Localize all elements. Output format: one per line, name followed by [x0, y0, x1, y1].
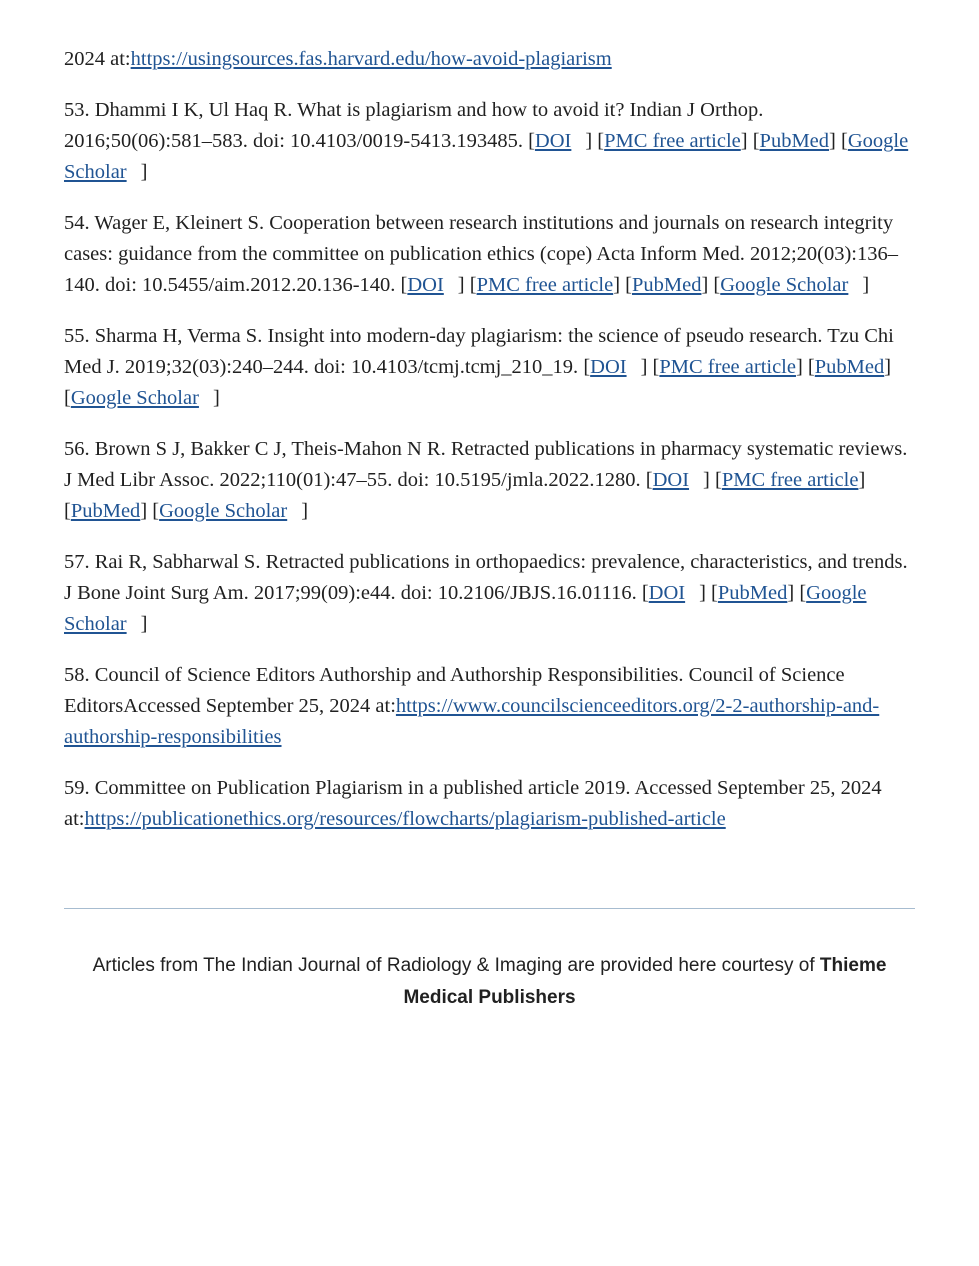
pubmed-link[interactable]: PubMed [631, 274, 702, 296]
google-scholar-link[interactable]: Google Scholar [64, 130, 909, 183]
reference-56: 56. Brown S J, Bakker C J, Theis-Mahon N R. Retracted publications in pharmacy systematic reviews. J Med Libr Assoc. 2022;110(01):47–55. doi: 10.5195/jmla.2022.1280. [DOI ] [PMC free article] [PubMed] [Google Scholar ] [64, 438, 908, 522]
reference-57: 57. Rai R, Sabharwal S. Retracted publications in orthopaedics: prevalence, characteristics, and trends. J Bone Joint Surg Am. 2017;99(09):e44. doi: 10.2106/JBJS.16.01116. [DOI ] [PubMed] [Google Scholar ] [64, 551, 908, 635]
pmc-free-article-link[interactable]: PMC free article [476, 274, 614, 296]
pubmed-link[interactable]: PubMed [717, 582, 788, 604]
reference-number: 54. [64, 212, 90, 234]
footer-text: Articles from The Indian Journal of Radiology & Imaging are provided here courtesy of [92, 955, 815, 976]
reference-text: 2024 at: [64, 48, 131, 70]
reference-54: 54. Wager E, Kleinert S. Cooperation between research institutions and journals on research integrity cases: guidance from the committee on publication ethics (cope) Acta Inform Med. 2012;20(03):136–140. doi: 10.5455/aim.2012.20.136-140. [DOI ] [PMC free article] [PubMed] [Google Scholar ] [64, 212, 898, 296]
doi-link[interactable]: DOI [407, 274, 444, 296]
reference-text: Committee on Publication Plagiarism in a published article 2019. Accessed September 25, 2024 at: [64, 777, 882, 830]
pubmed-link[interactable]: PubMed [759, 130, 830, 152]
pmc-free-article-link[interactable]: PMC free article [721, 469, 859, 491]
reference-text: Wager E, Kleinert S. Cooperation between research institutions and journals on research integrity cases: guidance from the committee on publication ethics (cope) Acta Inform Med. 2012;20(03):136–140. doi: 10.5455/aim.2012.20.136-140. [64, 212, 898, 296]
pubmed-link[interactable]: PubMed [70, 500, 141, 522]
reference-58 [64, 660, 915, 753]
reference-53: 53. Dhammi I K, Ul Haq R. What is plagiarism and how to avoid it? Indian J Orthop. 2016;50(06):581–583. doi: 10.4103/0019-5413.193485. [DOI ] [PMC free article] [PubMed] [Google Scholar ] [64, 99, 909, 183]
reference-number: 55. [64, 325, 90, 347]
reference-number: 58. [64, 664, 90, 686]
pmc-free-article-link[interactable]: PMC free article [659, 356, 796, 378]
reference-text: Dhammi I K, Ul Haq R. What is plagiarism and how to avoid it? Indian J Orthop. 2016;50(06):581–583. doi: 10.4103/0019-5413.193485. [64, 99, 764, 152]
doi-link[interactable]: DOI [652, 469, 690, 491]
google-scholar-link[interactable]: Google Scholar [720, 274, 849, 296]
reference-number: 57. [64, 551, 90, 573]
doi-link[interactable]: DOI [534, 130, 572, 152]
reference-text: Sharma H, Verma S. Insight into modern-day plagiarism: the science of pseudo research. Tzu Chi Med J. 2019;32(03):240–244. doi: 10.4103/tcmj.tcmj_210_19. [64, 325, 894, 378]
reference-text: Rai R, Sabharwal S. Retracted publications in orthopaedics: prevalence, characteristics, and trends. J Bone Joint Surg Am. 2017;99(09):e44. doi: 10.2106/JBJS.16.01116. [64, 551, 908, 604]
footer-divider [64, 908, 915, 909]
reference-52-tail [64, 44, 915, 75]
reference-number: 59. [64, 777, 90, 799]
reference-text: Brown S J, Bakker C J, Theis-Mahon N R. Retracted publications in pharmacy systematic reviews. J Med Libr Assoc. 2022;110(01):47–55. doi: 10.5195/jmla.2022.1280. [64, 438, 908, 491]
doi-link[interactable]: DOI [648, 582, 686, 604]
reference-59 [64, 773, 915, 835]
reference-url-link[interactable]: https://publicationethics.org/resources/flowcharts/plagiarism-published-article [84, 808, 726, 830]
google-scholar-link[interactable]: Google Scholar [64, 582, 867, 635]
reference-list [64, 44, 915, 855]
reference-url-link[interactable]: https://usingsources.fas.harvard.edu/how-avoid-plagiarism [130, 48, 612, 70]
pmc-free-article-link[interactable]: PMC free article [604, 130, 741, 152]
courtesy-footer [64, 950, 915, 1014]
doi-link[interactable]: DOI [590, 356, 627, 378]
reference-url-link[interactable]: https://www.councilscienceeditors.org/2-2-authorship-and-authorship-responsibilities [64, 695, 880, 748]
pubmed-link[interactable]: PubMed [814, 356, 885, 378]
google-scholar-link[interactable]: Google Scholar [70, 387, 199, 409]
reference-number: 56. [64, 438, 90, 460]
publisher-name: Thieme Medical Publishers [403, 955, 887, 1008]
google-scholar-link[interactable]: Google Scholar [159, 500, 288, 522]
reference-number: 53. [64, 99, 90, 121]
reference-55: 55. Sharma H, Verma S. Insight into modern-day plagiarism: the science of pseudo research. Tzu Chi Med J. 2019;32(03):240–244. doi: 10.4103/tcmj.tcmj_210_19. [DOI ] [PMC free article] [PubMed] [Google Scholar ] [64, 325, 894, 409]
reference-text: Council of Science Editors Authorship and Authorship Responsibilities. Council of Science EditorsAccessed September 25, 2024 at: [64, 664, 845, 717]
